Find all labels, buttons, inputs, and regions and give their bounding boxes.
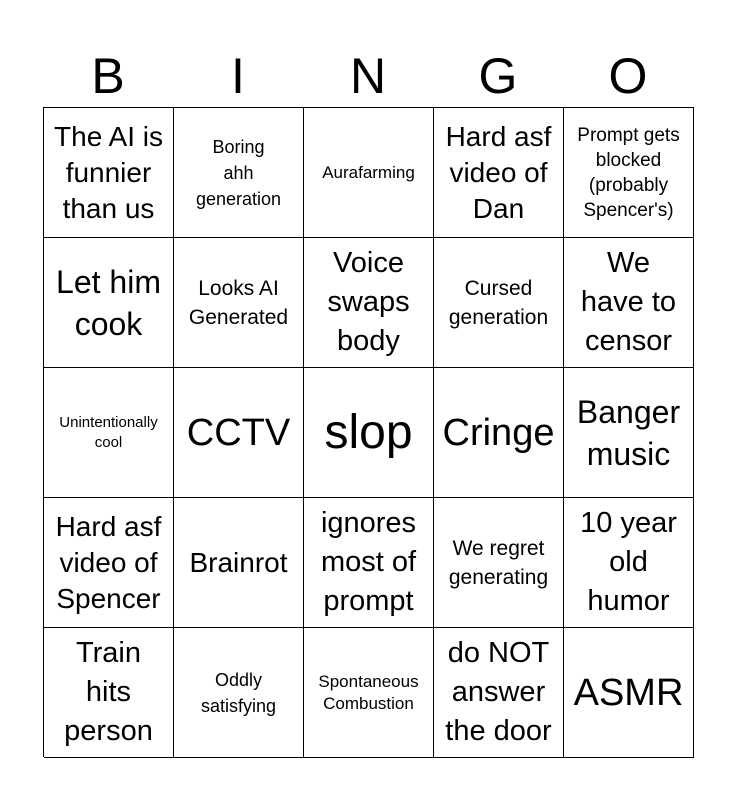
cell-text: Prompt gets blocked (probably Spencer's) — [577, 124, 680, 221]
bingo-cell[interactable] — [434, 238, 564, 368]
cell-text: Let him cook — [56, 263, 161, 342]
bingo-header — [43, 44, 693, 108]
cell-text: Boring ahh generation — [195, 136, 282, 209]
bingo-cell[interactable] — [304, 108, 434, 238]
bingo-cell[interactable] — [304, 238, 434, 368]
cell-text: CCTV — [186, 411, 291, 454]
header-letter-g: G — [478, 48, 518, 104]
bingo-cell[interactable] — [564, 238, 694, 368]
cell-text: Aurafarming — [322, 162, 415, 182]
cell-text: ASMR — [573, 671, 684, 714]
cell-text: Voice swaps body — [327, 247, 410, 357]
cell-text: 10 year old humor — [580, 507, 677, 617]
cell-text: Hard asf video of Dan — [445, 120, 552, 224]
bingo-cell[interactable] — [174, 628, 304, 758]
cell-text: We have to censor — [580, 247, 677, 357]
bingo-cell[interactable] — [174, 108, 304, 238]
bingo-cell[interactable] — [564, 368, 694, 498]
bingo-cell[interactable] — [304, 628, 434, 758]
header-letter-i: I — [231, 48, 245, 104]
cell-text: Cursed generation — [448, 276, 549, 329]
cell-text: Looks AI Generated — [188, 276, 289, 329]
cell-text: do NOT answer the door — [445, 637, 552, 747]
bingo-cell[interactable] — [174, 368, 304, 498]
bingo-grid — [43, 107, 694, 757]
bingo-cell[interactable] — [434, 628, 564, 758]
bingo-cell[interactable] — [44, 108, 174, 238]
bingo-cell[interactable] — [44, 628, 174, 758]
cell-text: Banger music — [576, 393, 681, 472]
header-letter-o: O — [608, 48, 648, 104]
bingo-cell[interactable] — [174, 238, 304, 368]
cell-text: ignores most of prompt — [320, 507, 417, 617]
bingo-cell[interactable] — [44, 238, 174, 368]
bingo-cell[interactable] — [44, 368, 174, 498]
bingo-cell[interactable] — [564, 628, 694, 758]
bingo-cell[interactable] — [564, 498, 694, 628]
cell-text: Hard asf video of Spencer — [55, 510, 162, 614]
bingo-cell[interactable] — [434, 498, 564, 628]
cell-text: The AI is funnier than us — [54, 120, 163, 224]
header-letter-b: B — [91, 48, 125, 104]
bingo-cell[interactable] — [304, 498, 434, 628]
cell-text: We regret generating — [448, 536, 549, 589]
cell-text: Train hits person — [64, 637, 153, 747]
cell-text: slop — [324, 405, 413, 459]
bingo-cell[interactable] — [434, 108, 564, 238]
cell-text: Spontaneous Combustion — [318, 671, 419, 713]
bingo-cell[interactable] — [434, 368, 564, 498]
bingo-cell[interactable] — [44, 498, 174, 628]
cell-text: Unintentionally cool — [59, 413, 158, 451]
header-letter-n: N — [349, 48, 387, 104]
cell-text: Cringe — [442, 411, 555, 454]
bingo-cell[interactable] — [304, 368, 434, 498]
bingo-cell[interactable] — [174, 498, 304, 628]
bingo-cell[interactable] — [564, 108, 694, 238]
cell-text: Oddly satisfying — [200, 669, 277, 716]
cell-text: Brainrot — [189, 546, 288, 578]
